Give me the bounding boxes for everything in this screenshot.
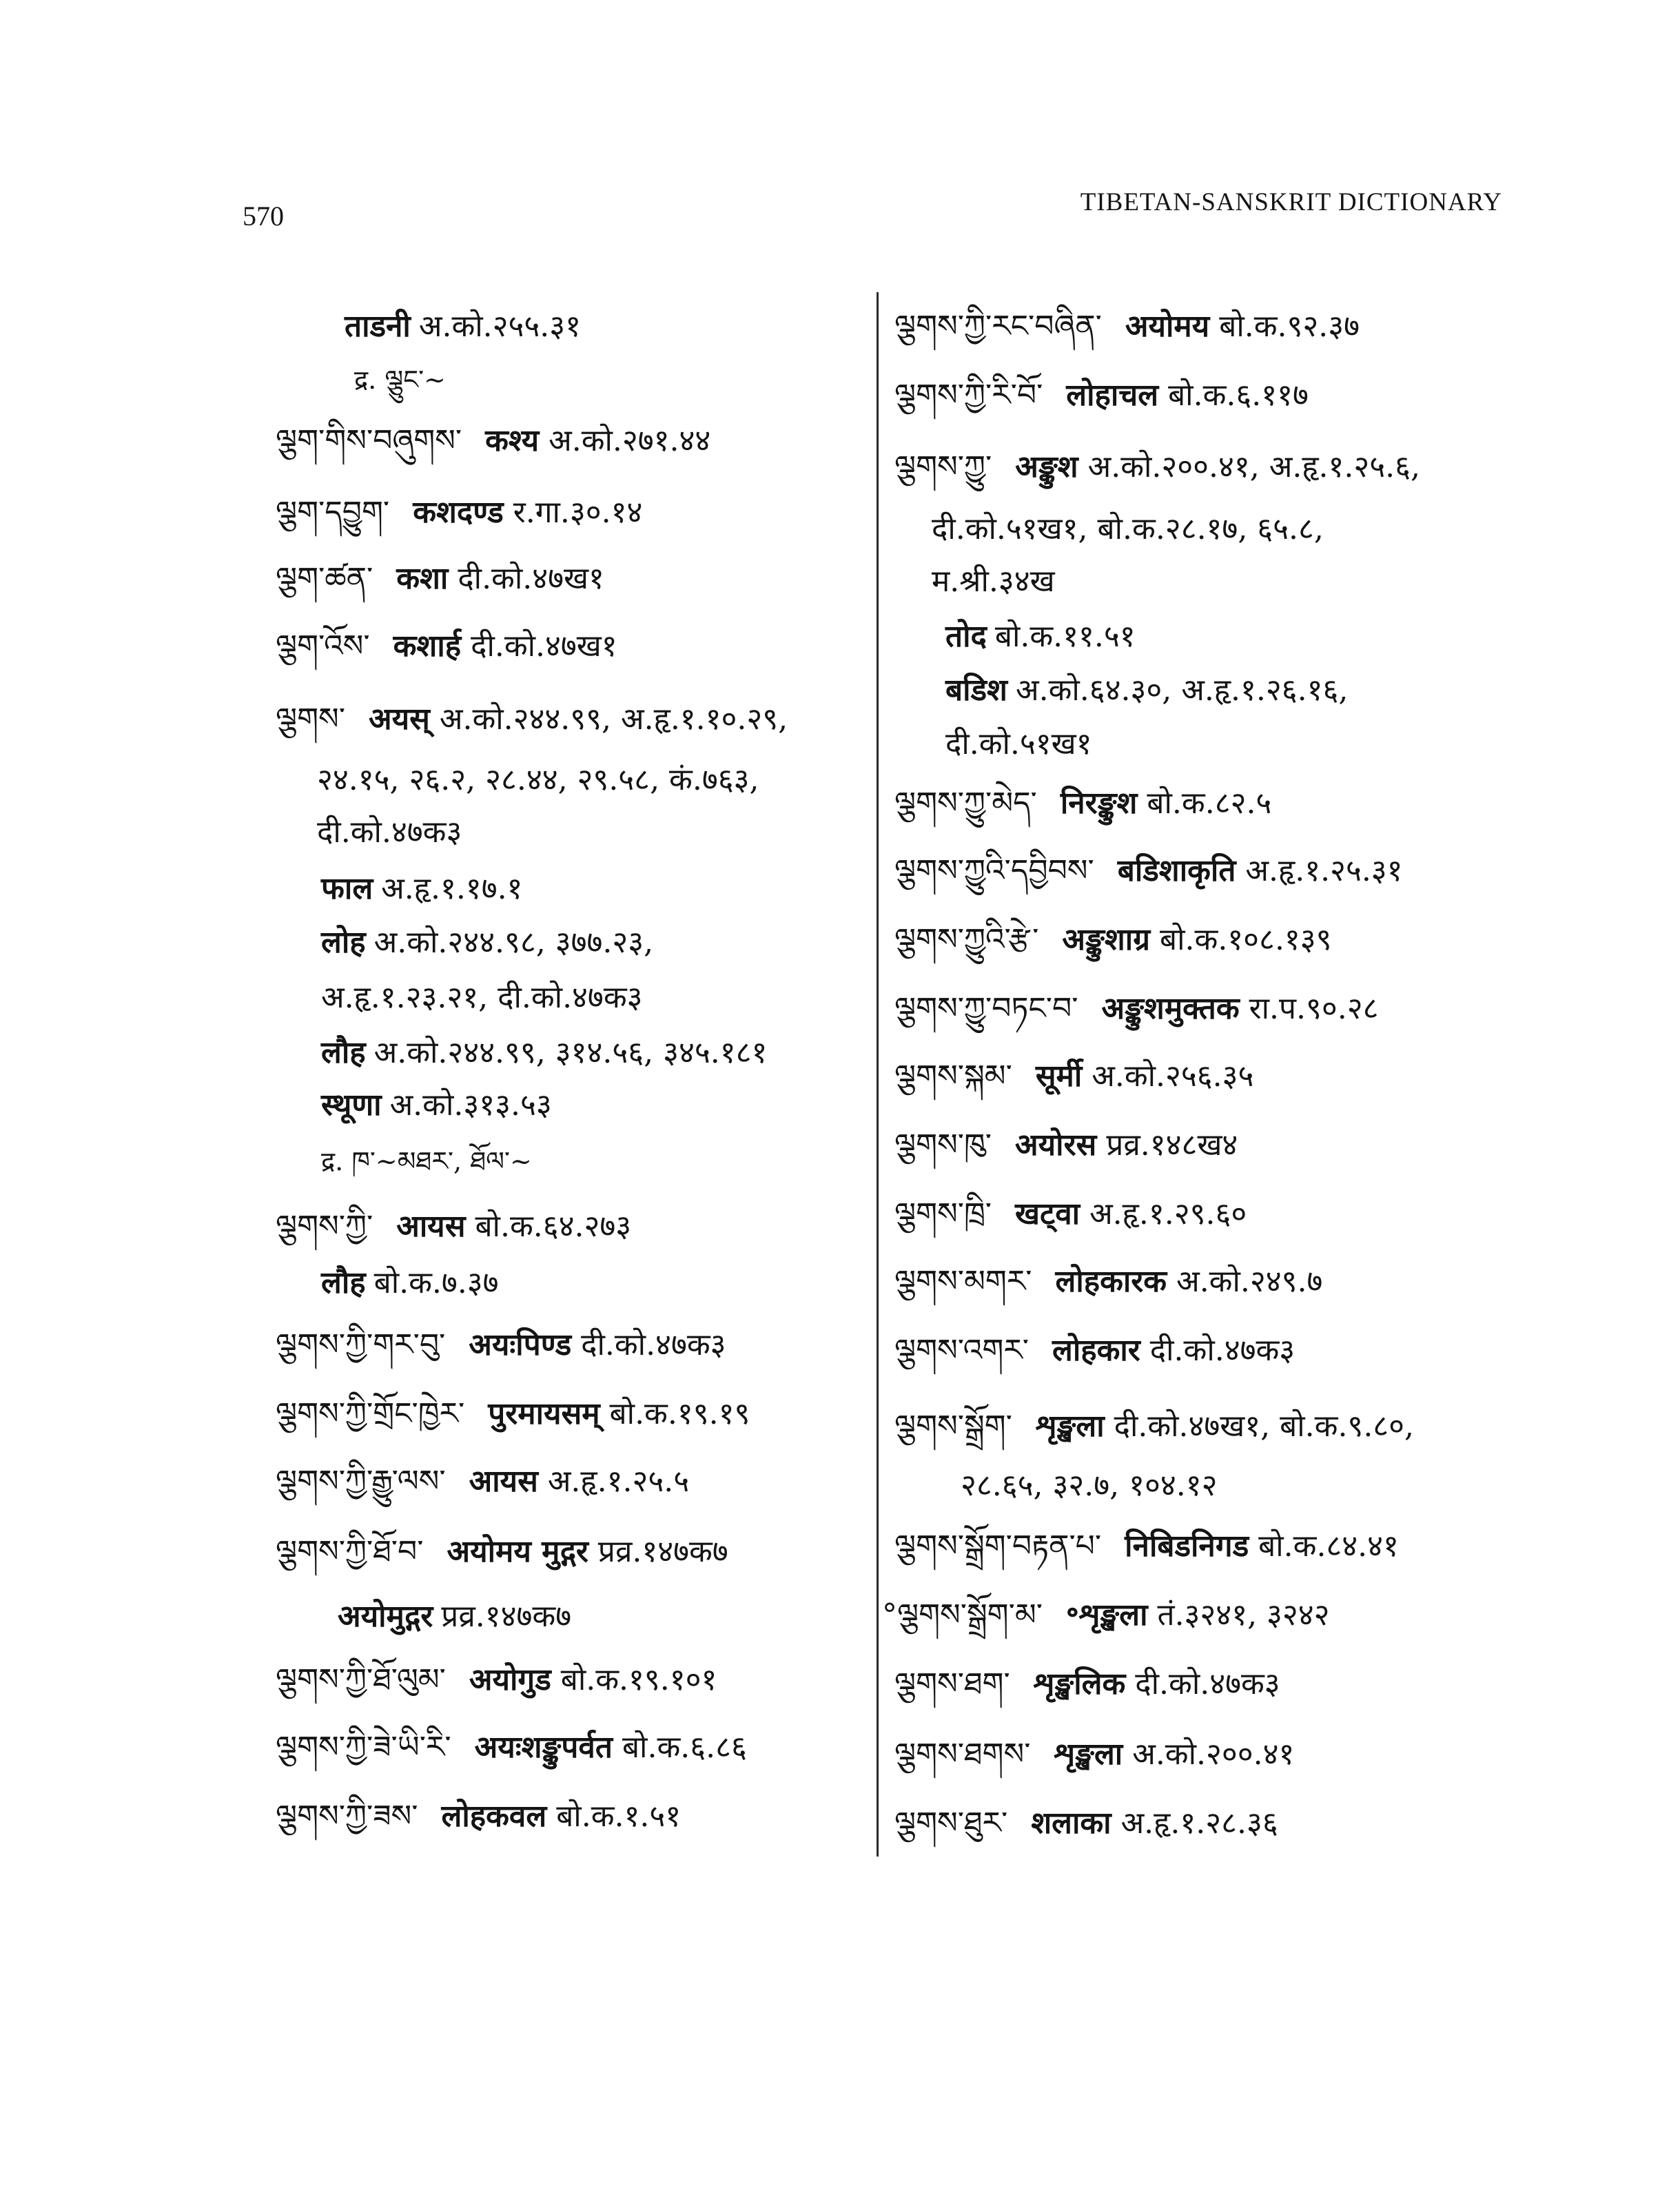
tibetan-headword: ལྕགས་སྒྲོག་བརྟན་པ་: [894, 1529, 1102, 1564]
dictionary-entry: [894, 921, 1332, 959]
dictionary-entry: [894, 376, 1309, 415]
source-reference: बो.क.९२.३७: [1219, 309, 1360, 344]
tibetan-headword: ལྕགས་ཀྱི་གྲོང་ཁྱེར་: [276, 1396, 465, 1431]
tibetan-headword: ལྕགས་ཀྱི་རྒྱུ་ལས་: [276, 1464, 446, 1499]
sanskrit-equivalent: अयोमय: [1125, 309, 1210, 344]
source-reference: प्रव्र.१४७क७: [597, 1534, 728, 1569]
sanskrit-equivalent: लोहकार: [1052, 1333, 1140, 1368]
source-reference: बो.क.६.११७: [1168, 378, 1309, 413]
dictionary-entry: [882, 1596, 1330, 1635]
sanskrit-equivalent: शृङ्खलिक: [1033, 1666, 1126, 1702]
sanskrit-equivalent: बडिश: [945, 673, 1007, 708]
source-reference: प्रव्र.१४७क७: [441, 1599, 572, 1634]
source-reference: प्रव्र.१४८ख४: [1106, 1127, 1238, 1163]
source-reference: बो.क.१०८.१३९: [1160, 922, 1332, 957]
dictionary-entry: [894, 1735, 1294, 1774]
source-reference: अ.को.६४.३०, अ.हृ.१.२६.१६,: [1015, 673, 1349, 708]
sanskrit-equivalent: अयोमय मुद्गर: [447, 1534, 588, 1569]
tibetan-headword: ལྕགས་: [276, 702, 345, 737]
sanskrit-equivalent: फाल: [321, 871, 373, 906]
dictionary-entry: [945, 617, 1136, 656]
entry-continuation: [932, 510, 1324, 549]
source-reference: बो.क.१९.१०१: [560, 1662, 717, 1697]
source-reference: म.श्री.३४ख: [932, 564, 1055, 599]
source-reference: दी.को.४७ख१, बो.क.९.८०,: [1114, 1409, 1415, 1444]
tibetan-headword: ལྕགས་འགར་: [894, 1333, 1029, 1368]
source-reference: दी.को.४७क३: [1149, 1333, 1295, 1368]
source-reference: बो.क.१.५१: [556, 1799, 682, 1834]
tibetan-headword: ལྕགས་ཀྱི་གར་བུ་: [276, 1327, 446, 1362]
column-divider: [877, 292, 879, 1857]
source-reference: अ.को.२४४.९९, अ.हृ.१.१०.२९,: [439, 702, 788, 737]
tibetan-headword: ལྕགས་ཁུ་: [894, 1127, 992, 1163]
tibetan-headword: ལྕགས་ཀྱི་རི་བོ་: [894, 378, 1043, 413]
dictionary-entry: [894, 1263, 1322, 1301]
sanskrit-equivalent: तोद: [945, 619, 987, 654]
source-reference: अ.को.२७१.४४: [549, 423, 711, 458]
source-reference: अ.को.२५५.३१: [418, 309, 582, 344]
tibetan-headword: ལྕགས་ཀྱུའི་རྩེ་: [894, 922, 1039, 957]
tibetan-headword: ལྕགས་ཀྱི་ཟེ་ཡི་རི་: [276, 1730, 451, 1765]
sanskrit-equivalent: स्थूणा: [321, 1087, 382, 1123]
running-title: TIBETAN-SANSKRIT DICTIONARY: [1080, 188, 1502, 216]
sanskrit-equivalent: अयोगुड: [469, 1662, 551, 1697]
source-reference: अ.हृ.१.२९.६०: [1089, 1196, 1247, 1232]
tibetan-headword: ལྕགས་སྒྲོག་: [894, 1409, 1012, 1444]
source-reference: अ.को.२००.४१, अ.हृ.१.२५.६,: [1087, 449, 1420, 484]
tibetan-headword: ལྕག་གིས་བཞུགས་: [276, 423, 462, 458]
sanskrit-equivalent: अङ्कुशाग्र: [1062, 922, 1151, 957]
sanskrit-equivalent: शलाका: [1031, 1806, 1112, 1841]
dictionary-entry: [894, 1126, 1238, 1165]
tibetan-headword: ལྕགས་ཐག་: [894, 1666, 1010, 1702]
sanskrit-equivalent: लोहाचल: [1066, 378, 1159, 413]
source-reference: अ.को.२४९.७: [1176, 1264, 1323, 1299]
entry-continuation: [961, 1467, 1217, 1505]
tibetan-headword: ལྕགས་ཀྱི་: [276, 1209, 373, 1244]
source-reference: द्र. ཁ་~མཐར་, ཐོལ་~: [321, 1146, 532, 1176]
sanskrit-equivalent: निबिडनिगड: [1125, 1529, 1249, 1564]
sanskrit-equivalent: ॰शृङ्खला: [1066, 1597, 1148, 1633]
sanskrit-equivalent: आयस: [469, 1464, 538, 1499]
dictionary-entry: [894, 852, 1403, 890]
source-reference: दी.को.५१ख१, बो.क.२८.१७, ६५.८,: [932, 511, 1324, 546]
sanskrit-equivalent: लोह: [321, 925, 366, 960]
tibetan-headword: ལྕག་དབྱུག་: [276, 495, 390, 530]
sanskrit-equivalent: ताडनी: [345, 309, 411, 344]
source-reference: दी.को.५१ख१: [945, 726, 1092, 762]
tibetan-headword: ལྕགས་ཁྲི་: [894, 1196, 992, 1232]
dictionary-entry: [894, 784, 1271, 823]
sanskrit-equivalent: अयःशङ्कुपर्वत: [474, 1730, 613, 1765]
tibetan-headword: ལྕགས་ཀྱུ་མེད་: [894, 786, 1037, 821]
tibetan-headword: °ལྕགས་སྒྲོག་མ་: [882, 1597, 1043, 1633]
source-reference: अ.को.२४४.९९, ३१४.५६, ३४५.१८१: [373, 1035, 768, 1070]
sanskrit-equivalent: अङ्कुश: [1015, 449, 1078, 484]
tibetan-headword: ལྕག་འོས་: [276, 629, 370, 664]
source-reference: अ.हृ.१.२८.३६: [1120, 1806, 1278, 1841]
sanskrit-equivalent: बडिशाकृति: [1117, 853, 1236, 888]
dictionary-entry: [894, 1407, 1414, 1446]
source-reference: बो.क.११.५१: [994, 619, 1136, 654]
sanskrit-equivalent: पुरमायसम्: [488, 1396, 600, 1431]
sanskrit-equivalent: अङ्कुशमुक्तक: [1101, 991, 1240, 1026]
entry-continuation: [945, 725, 1092, 764]
source-reference: द्र. ལྕུང་~: [354, 365, 446, 395]
sanskrit-equivalent: शृङ्खला: [1054, 1737, 1123, 1772]
source-reference: बो.क.८२.५: [1147, 786, 1272, 821]
sanskrit-equivalent: कशा: [396, 561, 449, 596]
sanskrit-equivalent: अयोमुद्गर: [338, 1599, 433, 1634]
dictionary-entry: [894, 990, 1379, 1028]
tibetan-headword: ལྕགས་ཀྱི་ཐོ་བ་: [276, 1534, 424, 1569]
source-reference: दी.को.४७ख१: [471, 629, 617, 664]
source-reference: बो.क.७.३७: [373, 1265, 499, 1300]
tibetan-headword: ལྕགས་སྐམ་: [894, 1059, 1012, 1094]
dictionary-entry: [894, 1665, 1280, 1704]
source-reference: तं.३२४१, ३२४२: [1157, 1597, 1330, 1633]
tibetan-headword: ལྕགས་ཀྱི་ཐོ་ལུམ་: [276, 1662, 446, 1697]
source-reference: बो.क.१९.१९: [609, 1396, 750, 1431]
source-reference: अ.को.३१३.५३: [389, 1087, 552, 1123]
dictionary-entry: [894, 1057, 1253, 1096]
source-reference: अ.हृ.१.२५.५: [547, 1464, 690, 1499]
dictionary-entry: [894, 1527, 1399, 1566]
tibetan-headword: ལྕགས་ཀྱི་རང་བཞིན་: [894, 309, 1102, 344]
source-reference: दी.को.४७ख१: [458, 561, 604, 596]
source-reference: अ.हृ.१.१७.१: [381, 871, 523, 906]
source-reference: अ.हृ.१.२५.३१: [1245, 853, 1403, 888]
source-reference: दी.को.४७क३: [1135, 1666, 1280, 1702]
tibetan-headword: ལྕགས་ཀྱུ་: [894, 449, 992, 484]
sanskrit-equivalent: अयःपिण्ड: [469, 1327, 572, 1362]
source-reference: अ.को.२००.४१: [1132, 1737, 1295, 1772]
entry-continuation: [932, 562, 1055, 601]
tibetan-headword: ལྕགས་ཀྱུ་བཏང་བ་: [894, 991, 1078, 1026]
sanskrit-equivalent: लोहकारक: [1055, 1264, 1167, 1299]
sanskrit-equivalent: लौह: [321, 1265, 366, 1300]
page-number: 570: [243, 201, 284, 232]
source-reference: बो.क.८४.४१: [1258, 1529, 1399, 1564]
sanskrit-equivalent: कश्य: [485, 423, 540, 458]
sanskrit-equivalent: कशार्ह: [393, 629, 462, 664]
sanskrit-equivalent: शृङ्खला: [1035, 1409, 1105, 1444]
tibetan-headword: ལྕགས་ཀྱི་ཟས་: [276, 1799, 418, 1834]
source-reference: २४.१५, २६.२, २८.४४, २९.५८, कं.७६३,: [317, 762, 759, 797]
sanskrit-equivalent: निरङ्कुश: [1060, 786, 1138, 821]
sanskrit-equivalent: कशदण्ड: [413, 495, 504, 530]
source-reference: बो.क.६४.२७३: [475, 1209, 632, 1244]
sanskrit-equivalent: अयोरस: [1015, 1127, 1097, 1163]
sanskrit-equivalent: सूर्मी: [1035, 1059, 1083, 1094]
sanskrit-equivalent: आयस: [396, 1209, 466, 1244]
source-reference: अ.को.२५६.३५: [1092, 1059, 1254, 1094]
tibetan-headword: ལྕགས་ཐུར་: [894, 1806, 1008, 1841]
source-reference: अ.हृ.१.२३.२१, दी.को.४७क३: [321, 980, 643, 1015]
source-reference: २८.६५, ३२.७, १०४.१२: [961, 1468, 1218, 1503]
sanskrit-equivalent: लोहकवल: [441, 1799, 547, 1834]
sanskrit-equivalent: लौह: [321, 1035, 366, 1070]
source-reference: दी.को.४७क३: [581, 1327, 726, 1362]
dictionary-entry: [894, 1331, 1295, 1370]
source-reference: अ.को.२४४.९८, ३७७.२३,: [373, 925, 654, 960]
tibetan-headword: ལྕགས་ཐགས་: [894, 1737, 1031, 1772]
dictionary-entry: [894, 448, 1420, 487]
source-reference: र.गा.३०.१४: [513, 495, 643, 530]
sanskrit-equivalent: अयस्: [368, 702, 430, 737]
dictionary-entry: [894, 1804, 1278, 1843]
tibetan-headword: ལྕགས་མགར་: [894, 1264, 1032, 1299]
dictionary-entry: [894, 307, 1360, 346]
sanskrit-equivalent: खट्वा: [1015, 1196, 1080, 1232]
tibetan-headword: ལྕག་ཚན་: [276, 561, 373, 596]
source-reference: बो.क.६.८६: [622, 1730, 747, 1765]
dictionary-entry: [945, 671, 1348, 710]
tibetan-headword: ལྕགས་ཀྱུའི་དབྱིབས་: [894, 853, 1094, 888]
source-reference: रा.प.९०.२८: [1249, 991, 1379, 1026]
source-reference: दी.को.४७क३: [317, 815, 462, 850]
dictionary-entry: [894, 1195, 1247, 1234]
